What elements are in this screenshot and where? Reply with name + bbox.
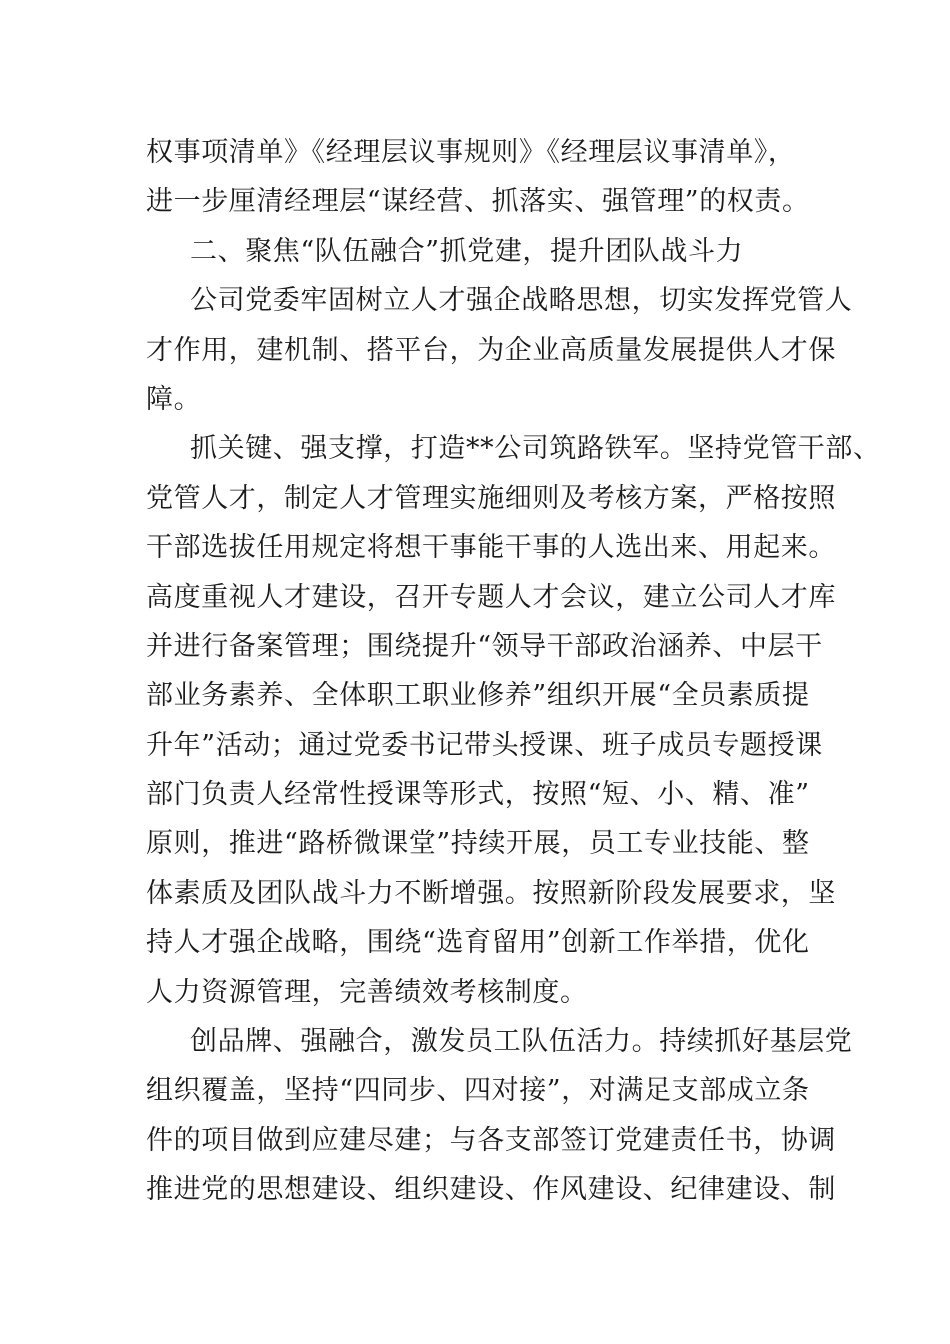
text-line: 权事项清单》《经理层议事规则》《经理层议事清单》， xyxy=(146,137,796,168)
text-line: 公司党委牢固树立人才强企战略思想，切实发挥党管人 xyxy=(190,285,853,317)
text-line: 组织覆盖，坚持“四同步、四对接”，对满足支部成立条 xyxy=(146,1075,810,1107)
text-line: 高度重视人才建设，召开专题人才会议，建立公司人才库 xyxy=(146,581,836,613)
text-line: 抓关键、强支撑，打造**公司筑路铁军。坚持党管干部、 xyxy=(190,433,881,465)
text-line: 创品牌、强融合，激发员工队伍活力。持续抓好基层党 xyxy=(190,1026,853,1058)
text-line: 障。 xyxy=(146,383,202,415)
text-line: 部门负责人经常性授课等形式，按照“短、小、精、准” xyxy=(146,779,810,811)
text-line: 部业务素养、全体职工职业修养”组织开展“全员素质提 xyxy=(146,680,810,712)
text-line: 升年”活动；通过党委书记带头授课、班子成员专题授课 xyxy=(146,729,823,761)
text-line: 并进行备案管理；围绕提升“领导干部政治涵养、中层干 xyxy=(146,630,823,662)
text-line: 件的项目做到应建尽建；与各支部签订党建责任书，协调 xyxy=(146,1124,836,1156)
text-line: 进一步厘清经理层“谋经营、抓落实、强管理”的权责。 xyxy=(146,186,810,218)
text-line: 持人才强企战略，围绕“选育留用”创新工作举措，优化 xyxy=(146,927,810,959)
text-line: 才作用，建机制、搭平台，为企业高质量发展提供人才保 xyxy=(146,334,836,366)
text-line: 推进党的思想建设、组织建设、作风建设、纪律建设、制 xyxy=(146,1174,836,1206)
text-line: 原则，推进“路桥微课堂”持续开展，员工专业技能、整 xyxy=(146,828,810,860)
document-body xyxy=(146,128,881,1215)
section-heading: 二、聚焦“队伍融合”抓党建，提升团队战斗力 xyxy=(190,235,744,267)
text-line: 体素质及团队战斗力不断增强。按照新阶段发展要求，坚 xyxy=(146,877,836,909)
text-line: 党管人才，制定人才管理实施细则及考核方案，严格按照 xyxy=(146,482,836,514)
text-line: 干部选拔任用规定将想干事能干事的人选出来、用起来。 xyxy=(146,532,836,564)
text-line: 人力资源管理，完善绩效考核制度。 xyxy=(146,976,588,1008)
